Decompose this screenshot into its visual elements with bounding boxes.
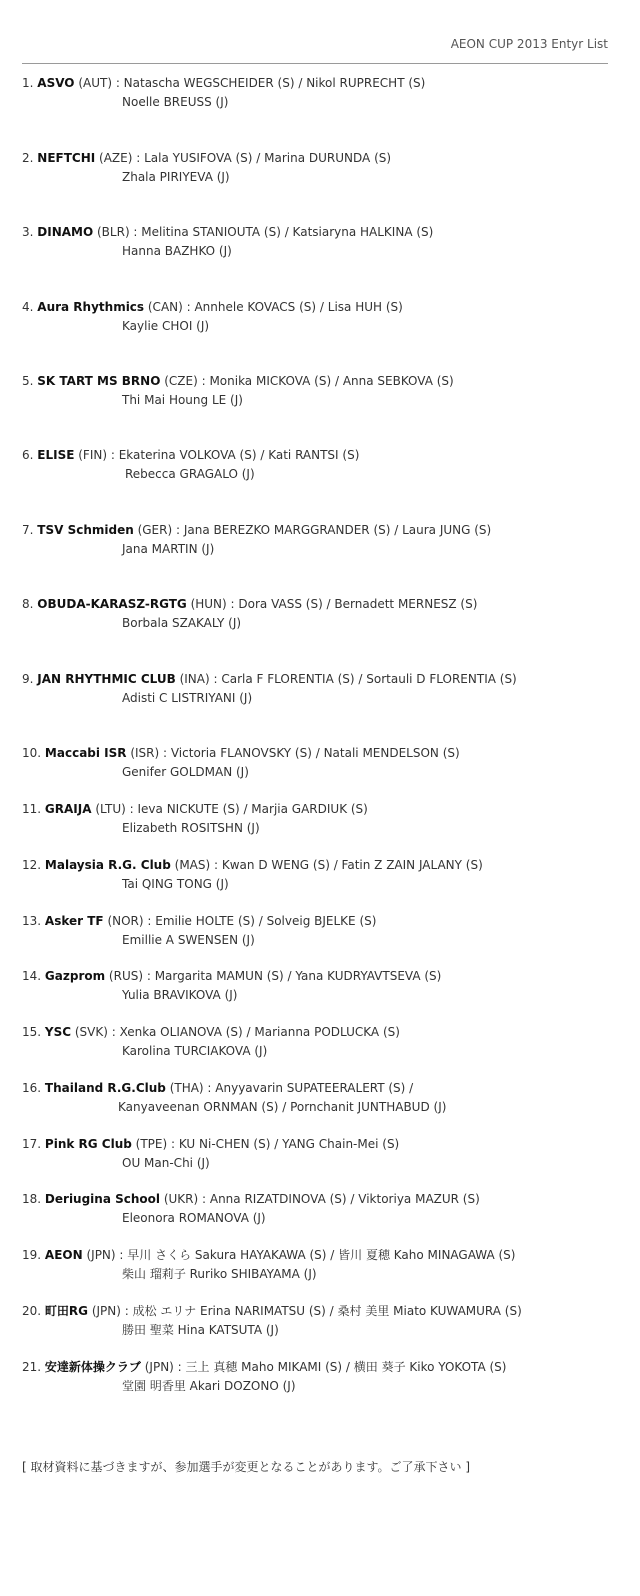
list-item (22, 223, 622, 263)
club-name: TSV Schmiden (37, 523, 134, 537)
list-item (22, 670, 622, 710)
entry-line (22, 670, 517, 688)
page-title: AEON CUP 2013 Entyr List (450, 37, 608, 51)
club-name: Deriugina School (44, 1192, 161, 1206)
entry-athletes: (THA) : Anyyavarin SUPATEERALERT (S) / (165, 1081, 414, 1095)
club-name: YSC (44, 1025, 72, 1039)
entry-athletes: (LTU) : Ieva NICKUTE (S) / Marjia GARDIUK (S) (91, 802, 368, 816)
club-name: JAN RHYTHMIC CLUB (37, 672, 176, 686)
entry-junior: Kaylie CHOI (J) (122, 319, 210, 333)
entry-line (22, 1023, 400, 1041)
list-item (22, 1246, 622, 1286)
entry-athletes: (NOR) : Emilie HOLTE (S) / Solveig BJELKE (S) (103, 914, 377, 928)
club-name: ASVO (37, 76, 75, 90)
entry-athletes: (JPN) : 三上 真穂 Maho MIKAMI (S) / 横田 葵子 Kiko YOKOTA (S) (140, 1360, 507, 1374)
entry-athletes: (MAS) : Kwan D WENG (S) / Fatin Z ZAIN JALANY (S) (170, 858, 483, 872)
entry-junior: Rebecca GRAGALO (J) (125, 467, 255, 481)
entry-number: 4. (22, 300, 34, 314)
entry-junior: Borbala SZAKALY (J) (122, 616, 242, 630)
club-name: Maccabi ISR (44, 746, 127, 760)
entry-junior: Kanyaveenan ORNMAN (S) / Pornchanit JUNTHABUD (J) (118, 1100, 447, 1114)
entry-number: 19. (22, 1248, 42, 1262)
entry-number: 13. (22, 914, 42, 928)
club-name: Asker TF (44, 914, 104, 928)
club-name: SK TART MS BRNO (37, 374, 161, 388)
list-item (22, 74, 622, 114)
list-item (22, 595, 622, 635)
entry-line (22, 446, 359, 464)
entry-junior: Yulia BRAVIKOVA (J) (122, 988, 238, 1002)
entry-junior: Genifer GOLDMAN (J) (122, 765, 249, 779)
entry-athletes: (RUS) : Margarita MAMUN (S) / Yana KUDRYAVTSEVA (S) (105, 969, 442, 983)
entry-line (22, 912, 376, 930)
entry-number: 9. (22, 672, 34, 686)
entry-number: 21. (22, 1360, 42, 1374)
entry-line (22, 1302, 522, 1320)
list-item (22, 1023, 622, 1063)
entry-athletes: (JPN) : 早川 さくら Sakura HAYAKAWA (S) / 皆川 夏穂 Kaho MINAGAWA (S) (82, 1248, 516, 1262)
list-item (22, 298, 622, 338)
entry-athletes: (SVK) : Xenka OLIANOVA (S) / Marianna PODLUCKA (S) (71, 1025, 400, 1039)
list-item (22, 521, 622, 561)
entry-number: 8. (22, 597, 34, 611)
entry-number: 14. (22, 969, 42, 983)
club-name: 町田RG (44, 1304, 89, 1318)
list-item (22, 1079, 622, 1119)
entry-line (22, 223, 433, 241)
entry-number: 6. (22, 448, 34, 462)
entry-junior: Thi Mai Houng LE (J) (122, 393, 243, 407)
club-name: Malaysia R.G. Club (44, 858, 171, 872)
entry-number: 10. (22, 746, 42, 760)
list-item (22, 912, 622, 952)
entry-junior: Noelle BREUSS (J) (122, 95, 229, 109)
entry-number: 15. (22, 1025, 42, 1039)
list-item (22, 967, 622, 1007)
entry-line (22, 1246, 515, 1264)
entry-line (22, 74, 425, 92)
list-item (22, 446, 622, 486)
club-name: NEFTCHI (37, 151, 96, 165)
list-item (22, 1358, 622, 1398)
entry-line (22, 856, 483, 874)
club-name: Gazprom (44, 969, 106, 983)
entry-athletes: (AZE) : Lala YUSIFOVA (S) / Marina DURUNDA (S) (95, 151, 392, 165)
entry-line (22, 372, 454, 390)
entry-line (22, 1079, 413, 1097)
entry-athletes: (CZE) : Monika MICKOVA (S) / Anna SEBKOVA (S) (160, 374, 454, 388)
club-name: GRAIJA (44, 802, 92, 816)
entry-junior: Eleonora ROMANOVA (J) (122, 1211, 266, 1225)
entry-junior: Emillie A SWENSEN (J) (122, 933, 255, 947)
entry-line (22, 1190, 480, 1208)
club-name: DINAMO (37, 225, 94, 239)
entry-number: 7. (22, 523, 34, 537)
club-name: OBUDA-KARASZ-RGTG (37, 597, 187, 611)
entry-athletes: (BLR) : Melitina STANIOUTA (S) / Katsiaryna HALKINA (S) (93, 225, 434, 239)
entry-line (22, 744, 460, 762)
list-item (22, 1135, 622, 1175)
entry-line (22, 800, 368, 818)
list-item (22, 1190, 622, 1230)
club-name: 安達新体操クラブ (44, 1360, 141, 1374)
entry-number: 11. (22, 802, 42, 816)
entry-number: 2. (22, 151, 34, 165)
list-item (22, 744, 622, 784)
list-item (22, 372, 622, 412)
entry-athletes: (INA) : Carla F FLORENTIA (S) / Sortauli D FLORENTIA (S) (175, 672, 517, 686)
entry-junior: Adisti C LISTRIYANI (J) (122, 691, 253, 705)
entry-line (22, 298, 403, 316)
list-item (22, 149, 622, 189)
entry-line (22, 149, 391, 167)
entry-athletes: (HUN) : Dora VASS (S) / Bernadett MERNESZ (S) (186, 597, 478, 611)
entry-junior: Jana MARTIN (J) (122, 542, 215, 556)
club-name: Thailand R.G.Club (44, 1081, 166, 1095)
entry-junior: 勝田 聖菜 Hina KATSUTA (J) (122, 1323, 279, 1337)
list-item (22, 800, 622, 840)
entry-number: 12. (22, 858, 42, 872)
entry-junior: Elizabeth ROSITSHN (J) (122, 821, 260, 835)
entry-junior: Karolina TURCIAKOVA (J) (122, 1044, 268, 1058)
club-name: ELISE (37, 448, 75, 462)
entry-athletes: (JPN) : 成松 エリナ Erina NARIMATSU (S) / 桑村 美里 Miato KUWAMURA (S) (88, 1304, 522, 1318)
entry-junior: OU Man-Chi (J) (122, 1156, 210, 1170)
entry-athletes: (TPE) : KU Ni-CHEN (S) / YANG Chain-Mei (S) (131, 1137, 400, 1151)
entry-line (22, 521, 491, 539)
list-item (22, 856, 622, 896)
entry-number: 1. (22, 76, 34, 90)
entry-line (22, 1358, 506, 1376)
entry-athletes: (ISR) : Victoria FLANOVSKY (S) / Natali MENDELSON (S) (126, 746, 460, 760)
club-name: AEON (44, 1248, 83, 1262)
entry-junior: 柴山 瑠莉子 Ruriko SHIBAYAMA (J) (122, 1267, 317, 1281)
entry-line (22, 595, 477, 613)
page-header (22, 34, 608, 64)
entry-number: 5. (22, 374, 34, 388)
list-item (22, 1302, 622, 1342)
entry-junior: Tai QING TONG (J) (122, 877, 229, 891)
entry-number: 3. (22, 225, 34, 239)
entry-athletes: (GER) : Jana BEREZKO MARGGRANDER (S) / Laura JUNG (S) (133, 523, 492, 537)
club-name: Aura Rhythmics (37, 300, 145, 314)
entry-junior: 堂園 明香里 Akari DOZONO (J) (122, 1379, 296, 1393)
entry-athletes: (FIN) : Ekaterina VOLKOVA (S) / Kati RANTSI (S) (74, 448, 360, 462)
entry-junior: Hanna BAZHKO (J) (122, 244, 232, 258)
entry-number: 18. (22, 1192, 42, 1206)
entry-athletes: (CAN) : Annhele KOVACS (S) / Lisa HUH (S) (144, 300, 403, 314)
entry-number: 17. (22, 1137, 42, 1151)
footer-note: [ 取材資料に基づきますが、参加選手が変更となることがあります。ご了承下さい ] (22, 1460, 471, 1474)
entry-number: 16. (22, 1081, 42, 1095)
entry-junior: Zhala PIRIYEVA (J) (122, 170, 230, 184)
entry-number: 20. (22, 1304, 42, 1318)
entry-line (22, 967, 441, 985)
entry-line (22, 1135, 399, 1153)
entry-athletes: (UKR) : Anna RIZATDINOVA (S) / Viktoriya MAZUR (S) (160, 1192, 480, 1206)
entry-athletes: (AUT) : Natascha WEGSCHEIDER (S) / Nikol RUPRECHT (S) (74, 76, 426, 90)
club-name: Pink RG Club (44, 1137, 132, 1151)
